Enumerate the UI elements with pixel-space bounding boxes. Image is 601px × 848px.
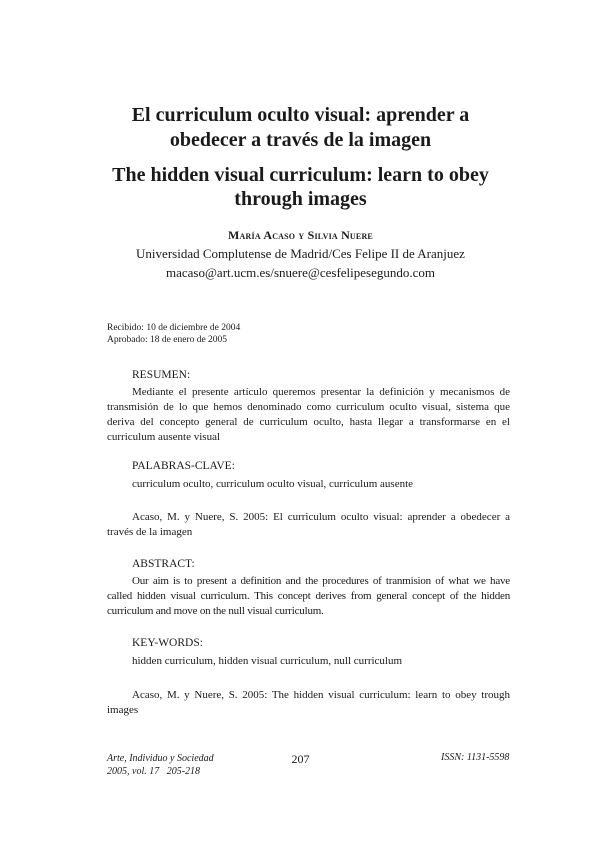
authors: María Acaso y Silvia Nuere — [228, 228, 373, 242]
approved-date: Aprobado: 18 de enero de 2005 — [107, 335, 228, 345]
abstract-text: Our aim is to present a definition and the procedures of tranmision of what we have called hidden visual curriculum. This concept derives from general concept of the hidden curriculum and move on the null visual curriculum. — [107, 575, 510, 617]
received-date: Recibido: 10 de diciembre de 2004 — [107, 323, 241, 333]
author-email: macaso@art.ucm.es/snuere@cesfelipesegundo.com — [165, 265, 436, 280]
palabras-clave-text: curriculum oculto, curriculum oculto visual, curriculum ausente — [132, 478, 414, 490]
title-spanish — [0, 103, 601, 153]
journal-name: Arte, Individuo y Sociedad — [107, 753, 214, 764]
title-spanish-line2: obedecer a través de la imagen — [169, 129, 432, 151]
title-spanish-line1: El curriculum oculto visual: aprender a — [131, 104, 470, 126]
affiliation: Universidad Complutense de Madrid/Ces Felipe II de Aranjuez — [136, 246, 465, 261]
journal-volume: 2005, vol. 17 205-218 — [107, 766, 201, 777]
key-words-heading: KEY-WORDS: — [132, 637, 203, 649]
palabras-clave-heading: PALABRAS-CLAVE: — [132, 460, 235, 472]
key-words-text: hidden curriculum, hidden visual curriculum, null curriculum — [132, 655, 403, 667]
citation-spanish: Acaso, M. y Nuere, S. 2005: El curriculum oculto visual: aprender a obedecer a través de la imagen — [107, 511, 510, 538]
title-english-line2: through images — [234, 188, 367, 210]
abstract-heading: ABSTRACT: — [132, 558, 195, 570]
issn: ISSN: 1131-5598 — [441, 752, 510, 763]
title-english-line1: The hidden visual curriculum: learn to obey — [112, 164, 489, 186]
title-english — [0, 163, 601, 211]
resumen-heading: RESUMEN: — [132, 369, 191, 381]
page-number: 207 — [291, 752, 310, 766]
resumen-text: Mediante el presente artículo queremos presentar la definición y mecanismos de transmisión de lo que hemos denominado como curriculum oculto visual, sistema que deriva del concepto general de curriculum oculto, hasta llegar a transformarse en el curriculum ausente visual — [107, 386, 510, 443]
citation-english: Acaso, M. y Nuere, S. 2005: The hidden visual curriculum: learn to obey trough images — [107, 689, 510, 716]
submission-dates — [107, 322, 240, 346]
